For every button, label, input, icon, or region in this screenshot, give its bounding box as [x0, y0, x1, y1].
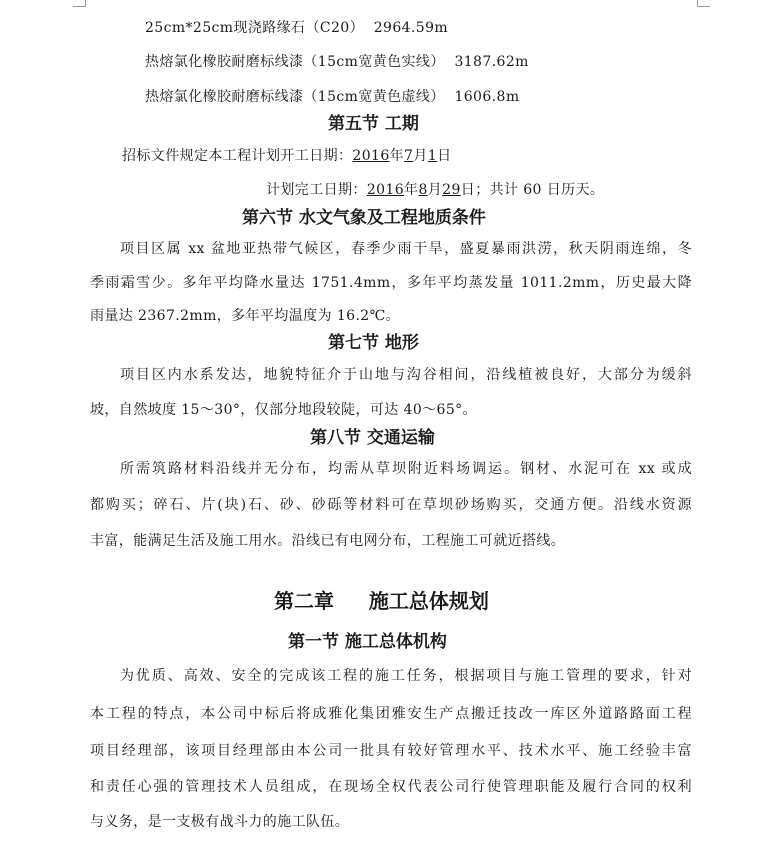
- paragraph-line: 为优质、高效、安全的完成该工程的施工任务，根据项目与施工管理的要求，针对: [120, 668, 692, 684]
- material-item: [145, 51, 529, 71]
- start-month: 7: [404, 148, 414, 164]
- start-year: 2016: [352, 148, 390, 164]
- material-name: 热熔氯化橡胶耐磨标线漆（15cm宽黄色实线）: [145, 54, 445, 70]
- paragraph-line: 都购买；碎石、片(块)石、砂、砂砾等材料可在草坝砂场购买，交通方便。沿线水资源: [90, 497, 692, 513]
- end-month: 8: [418, 182, 428, 198]
- material-item: [145, 86, 520, 106]
- end-label: 计划完工日期：: [266, 182, 367, 198]
- section-heading: 第六节 水文气象及工程地质条件: [242, 208, 486, 228]
- material-name: 25cm*25cm现浇路缘石（C20）: [145, 20, 364, 36]
- paragraph-line: 坡，自然坡度 15～30°，仅部分地段较陡，可达 40～65°。: [90, 402, 477, 418]
- paragraph-line: 所需筑路材料沿线并无分布，均需从草坝附近料场调运。钢材、水泥可在 xx 或成: [120, 461, 692, 477]
- start-label: 招标文件规定本工程计划开工日期：: [122, 148, 353, 164]
- material-qty: 2964.59m: [373, 20, 449, 36]
- start-day: 1: [427, 148, 438, 164]
- end-suffix: 日；共计 60 日历天。: [460, 182, 605, 198]
- paragraph-line: 项目经理部，该项目经理部由本公司一批具有较好管理水平、技术水平、施工经验丰富: [90, 743, 692, 759]
- material-name: 热熔氯化橡胶耐磨标线漆（15cm宽黄色虚线）: [145, 89, 445, 105]
- paragraph-line: 和责任心强的管理技术人员组成，在现场全权代表公司行使管理职能及履行合同的权利: [90, 779, 692, 795]
- page-corner-mark: [697, 0, 710, 7]
- schedule-end: [266, 179, 604, 199]
- section-heading: 第八节 交通运输: [310, 428, 435, 448]
- paragraph-line: 雨量达 2367.2mm，多年平均温度为 16.2℃。: [90, 308, 401, 324]
- schedule-start: [122, 145, 451, 165]
- chapter-heading: [274, 585, 489, 614]
- month-unit: 月: [427, 182, 443, 198]
- paragraph-line: 项目区属 xx 盆地亚热带气候区，春季少雨干旱，盛夏暴雨洪涝，秋天阴雨连绵，冬: [120, 241, 692, 257]
- section-heading: 第七节 地形: [328, 333, 419, 353]
- year-unit: 年: [389, 148, 405, 164]
- paragraph-line: 本工程的特点，本公司中标后将成雅化集团雅安生产点搬迁技改一库区外道路路面工程: [90, 706, 692, 722]
- paragraph-line: 丰富，能满足生活及施工用水。沿线已有电网分布，工程施工可就近搭线。: [90, 533, 566, 549]
- end-year: 2016: [366, 182, 405, 198]
- paragraph-line: 与义务，是一支极有战斗力的施工队伍。: [90, 814, 350, 830]
- page-corner-mark: [73, 0, 86, 7]
- section-heading: 第一节 施工总体机构: [288, 632, 447, 652]
- paragraph-line: 季雨霜雪少。多年平均降水量达 1751.4mm，多年平均蒸发量 1011.2mm，历史最大降: [90, 275, 692, 291]
- material-qty: 1606.8m: [454, 89, 520, 105]
- material-qty: 3187.62m: [454, 54, 529, 70]
- section-heading: 第五节 工期: [328, 114, 419, 134]
- chapter-number: 第二章: [274, 589, 334, 613]
- end-day: 29: [442, 182, 461, 198]
- paragraph-line: 项目区内水系发达，地貌特征介于山地与沟谷相间，沿线植被良好，大部分为缓斜: [120, 367, 692, 383]
- material-item: [145, 17, 448, 37]
- chapter-title: 施工总体规划: [368, 589, 489, 613]
- year-unit: 年: [404, 182, 419, 198]
- day-unit: 日: [437, 148, 452, 164]
- month-unit: 月: [413, 148, 428, 164]
